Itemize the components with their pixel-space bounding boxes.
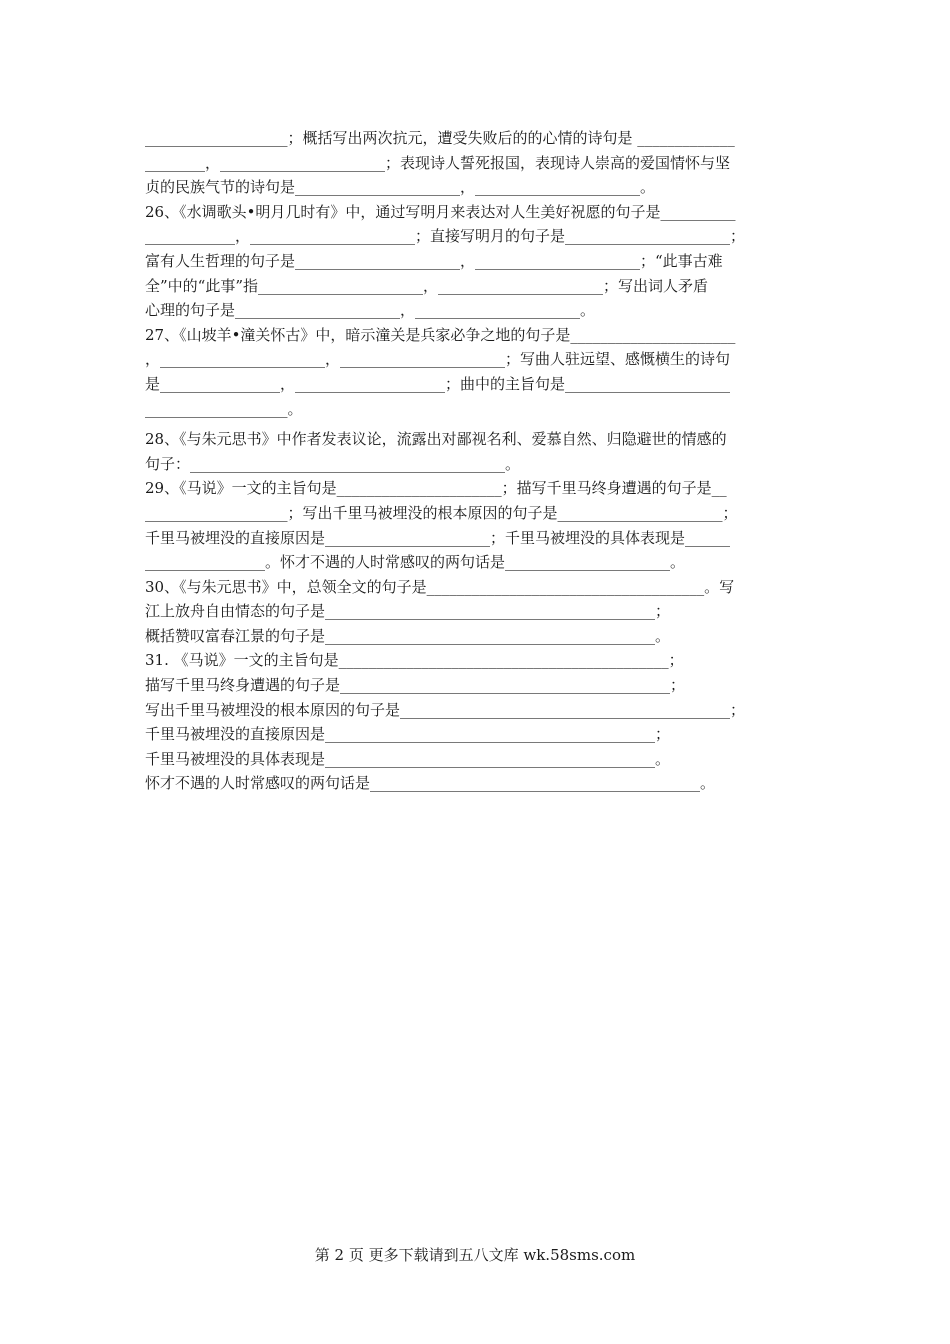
text-line: ___________________。: [145, 399, 303, 418]
question-26-line: 26、《水调歌头•明月几时有》中，通过写明月来表达对人生美好祝愿的句子是__________: [145, 202, 736, 221]
text-line: 贞的民族气节的诗句是______________________，______________________。: [145, 178, 656, 197]
text-line: 怀才不遇的人时常感叹的两句话是____________________________________________。: [145, 774, 716, 793]
text-line: ___________________；概括写出两次抗元，遭受失败后的的心情的诗句是 _____________: [145, 129, 735, 147]
text-line: 是________________，____________________；曲中的主旨句是______________________: [145, 374, 731, 393]
text-line: ____________，______________________；直接写明月的句子是______________________；: [145, 227, 746, 246]
question-30-line: 30、《与朱元思书》中，总领全文的句子是_____________________________________。写: [145, 577, 735, 596]
text-line: ________________。怀才不遇的人时常感叹的两句话是______________________。: [145, 553, 686, 572]
question-29-line: 29、《马说》一文的主旨句是______________________；描写千里马终身遭遇的句子是__: [145, 479, 727, 498]
text-line: 全”中的“此事”指______________________，______________________；写出词人矛盾: [145, 276, 709, 295]
text-line: 千里马被埋没的直接原因是______________________；千里马被埋没的具体表现是______: [145, 528, 731, 547]
text-line: 千里马被埋没的直接原因是____________________________________________；: [145, 725, 671, 744]
text-line: ________，______________________；表现诗人誓死报国，表现诗人崇高的爱国情怀与坚: [145, 153, 731, 172]
text-line: 概括赞叹富春江景的句子是____________________________________________。: [145, 626, 671, 645]
text-line: 江上放舟自由情态的句子是____________________________________________；: [145, 602, 671, 621]
text-line: 千里马被埋没的具体表现是____________________________________________。: [145, 749, 671, 768]
text-line: 富有人生哲理的句子是______________________，______________________；“此事古难: [145, 251, 723, 270]
question-28-line: 28、《与朱元思书》中作者发表议论，流露出对鄙视名利、爱慕自然、归隐避世的情感的: [145, 430, 727, 449]
text-line: 句子：__________________________________________。: [145, 454, 521, 473]
text-line: ___________________；写出千里马被埋没的根本原因的句子是______________________；: [145, 503, 738, 522]
text-line: ，______________________，______________________；写曲人驻远望、感慨横生的诗句: [145, 350, 731, 369]
question-27-line: 27、《山坡羊•潼关怀古》中，暗示潼关是兵家必争之地的句子是______________________: [145, 325, 736, 344]
text-line: 心理的句子是______________________，______________________。: [145, 301, 596, 320]
page-footer: 第 2 页 更多下载请到五八文库 wk.58sms.com: [314, 1246, 636, 1264]
question-31-line: 31. 《马说》一文的主旨句是____________________________________________；: [145, 651, 684, 670]
text-line: 写出千里马被埋没的根本原因的句子是____________________________________________；: [145, 700, 746, 719]
page-body: [145, 126, 813, 796]
text-line: 描写千里马终身遭遇的句子是____________________________________________；: [145, 676, 686, 695]
